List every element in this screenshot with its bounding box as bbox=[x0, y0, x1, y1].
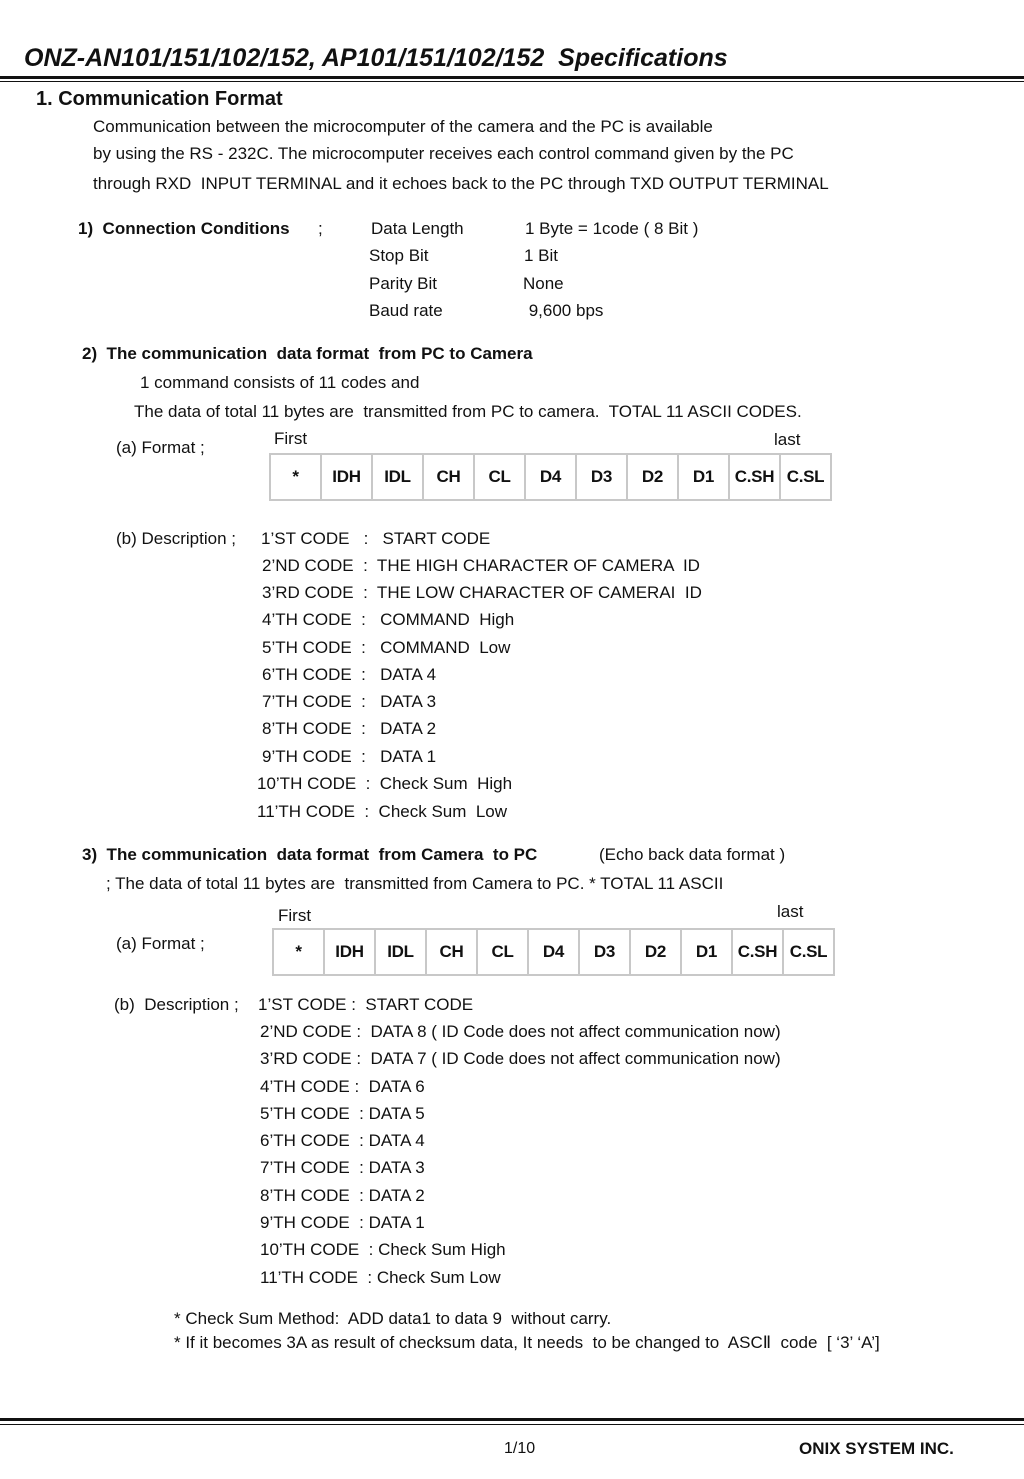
description-line: 5’TH CODE : DATA 5 bbox=[260, 1104, 425, 1123]
code-cell: D3 bbox=[579, 929, 630, 975]
footer-rule-thick bbox=[0, 1418, 1024, 1421]
intro-line: Communication between the microcomputer of the camera and the PC is available bbox=[93, 117, 713, 136]
code-cell: IDH bbox=[324, 929, 375, 975]
conn-value: 1 Byte = 1code ( 8 Bit ) bbox=[525, 219, 699, 238]
pc-to-camera-format-table bbox=[269, 453, 832, 501]
intro-line: by using the RS - 232C. The microcomputer receives each control command given by the PC bbox=[93, 144, 794, 163]
camera-to-pc-heading: 3) The communication data format from Camera to PC bbox=[82, 845, 538, 864]
code-cell: D4 bbox=[528, 929, 579, 975]
description-line: 2’ND CODE : THE HIGH CHARACTER OF CAMERA ID bbox=[262, 556, 700, 575]
last-label: last bbox=[774, 430, 801, 449]
code-cell: CL bbox=[474, 454, 525, 500]
code-cell: CL bbox=[477, 929, 528, 975]
camera-to-pc-format-table bbox=[272, 928, 835, 976]
pc-to-camera-heading: 2) The communication data format from PC to Camera bbox=[82, 344, 533, 363]
description-line: 3’RD CODE : THE LOW CHARACTER OF CAMERAI ID bbox=[262, 583, 702, 602]
code-cell: CH bbox=[426, 929, 477, 975]
pc-to-camera-line: 1 command consists of 11 codes and bbox=[140, 373, 420, 392]
description-line: 10’TH CODE : Check Sum High bbox=[257, 774, 513, 793]
description-line: 10’TH CODE : Check Sum High bbox=[260, 1240, 506, 1259]
code-cell: IDL bbox=[372, 454, 423, 500]
first-label: First bbox=[274, 429, 308, 448]
format-label: (a) Format ; bbox=[116, 438, 205, 457]
conn-value: None bbox=[523, 274, 564, 293]
description-line: 8’TH CODE : DATA 2 bbox=[260, 1186, 425, 1205]
code-cell: D1 bbox=[678, 454, 729, 500]
page-number: 1/10 bbox=[504, 1440, 536, 1457]
description-label: (b) Description ; bbox=[114, 995, 239, 1014]
pc-to-camera-line: The data of total 11 bytes are transmitted from PC to camera. TOTAL 11 ASCII CODES. bbox=[134, 402, 802, 421]
document-title: ONZ-AN101/151/102/152, AP101/151/102/152 Specifications bbox=[24, 44, 728, 72]
conn-value: 9,600 bps bbox=[524, 301, 604, 320]
connection-separator: ; bbox=[318, 219, 323, 238]
conn-label: Stop Bit bbox=[369, 246, 429, 265]
table-row bbox=[273, 929, 834, 975]
code-cell: IDL bbox=[375, 929, 426, 975]
code-cell: C.SH bbox=[729, 454, 780, 500]
description-line: 6’TH CODE : DATA 4 bbox=[260, 1131, 425, 1150]
header-rule-thick bbox=[0, 76, 1024, 79]
camera-to-pc-line: ; The data of total 11 bytes are transmitted from Camera to PC. * TOTAL 11 ASCII bbox=[106, 874, 724, 893]
code-cell: * bbox=[273, 929, 324, 975]
header-rule-thin bbox=[0, 81, 1024, 82]
code-cell: C.SL bbox=[783, 929, 834, 975]
conn-label: Parity Bit bbox=[369, 274, 438, 293]
code-cell: D1 bbox=[681, 929, 732, 975]
first-label: First bbox=[278, 906, 312, 925]
checksum-note: * Check Sum Method: ADD data1 to data 9 without carry. bbox=[174, 1309, 612, 1328]
description-line: 11’TH CODE : Check Sum Low bbox=[257, 802, 508, 821]
description-label: (b) Description ; bbox=[116, 529, 236, 548]
description-line: 7’TH CODE : DATA 3 bbox=[262, 692, 437, 711]
description-line: 1’ST CODE : START CODE bbox=[258, 995, 474, 1014]
description-line: 11’TH CODE : Check Sum Low bbox=[260, 1268, 501, 1287]
code-cell: C.SH bbox=[732, 929, 783, 975]
conn-label: Baud rate bbox=[369, 301, 443, 320]
description-line: 5’TH CODE : COMMAND Low bbox=[262, 638, 511, 657]
camera-to-pc-heading-note: (Echo back data format ) bbox=[599, 845, 786, 864]
description-line: 3’RD CODE : DATA 7 ( ID Code does not affect communication now) bbox=[260, 1049, 781, 1068]
description-line: 9’TH CODE : DATA 1 bbox=[262, 747, 437, 766]
description-line: 6’TH CODE : DATA 4 bbox=[262, 665, 437, 684]
checksum-note: * If it becomes 3A as result of checksum data, It needs to be changed to ASCⅡ code [ ‘3’ ‘A’] bbox=[174, 1333, 880, 1352]
conn-label: Data Length bbox=[371, 219, 464, 238]
description-line: 2’ND CODE : DATA 8 ( ID Code does not affect communication now) bbox=[260, 1022, 781, 1041]
code-cell: D2 bbox=[627, 454, 678, 500]
description-line: 9’TH CODE : DATA 1 bbox=[260, 1213, 425, 1232]
description-line: 7’TH CODE : DATA 3 bbox=[260, 1158, 425, 1177]
description-line: 1’ST CODE : START CODE bbox=[261, 529, 491, 548]
description-line: 4’TH CODE : DATA 6 bbox=[260, 1077, 425, 1096]
code-cell: IDH bbox=[321, 454, 372, 500]
code-cell: D2 bbox=[630, 929, 681, 975]
intro-line: through RXD INPUT TERMINAL and it echoes back to the PC through TXD OUTPUT TERMINAL bbox=[93, 174, 829, 193]
footer-rule-thin bbox=[0, 1424, 1024, 1425]
last-label: last bbox=[777, 902, 804, 921]
description-line: 8’TH CODE : DATA 2 bbox=[262, 719, 437, 738]
code-cell: * bbox=[270, 454, 321, 500]
code-cell: C.SL bbox=[780, 454, 831, 500]
table-row bbox=[270, 454, 831, 500]
description-line: 4’TH CODE : COMMAND High bbox=[262, 610, 515, 629]
code-cell: CH bbox=[423, 454, 474, 500]
conn-value: 1 Bit bbox=[524, 246, 559, 265]
code-cell: D3 bbox=[576, 454, 627, 500]
format-label: (a) Format ; bbox=[116, 934, 205, 953]
code-cell: D4 bbox=[525, 454, 576, 500]
connection-heading: 1) Connection Conditions bbox=[78, 219, 290, 238]
company-name: ONIX SYSTEM INC. bbox=[799, 1439, 954, 1458]
section-heading: 1. Communication Format bbox=[36, 88, 283, 110]
